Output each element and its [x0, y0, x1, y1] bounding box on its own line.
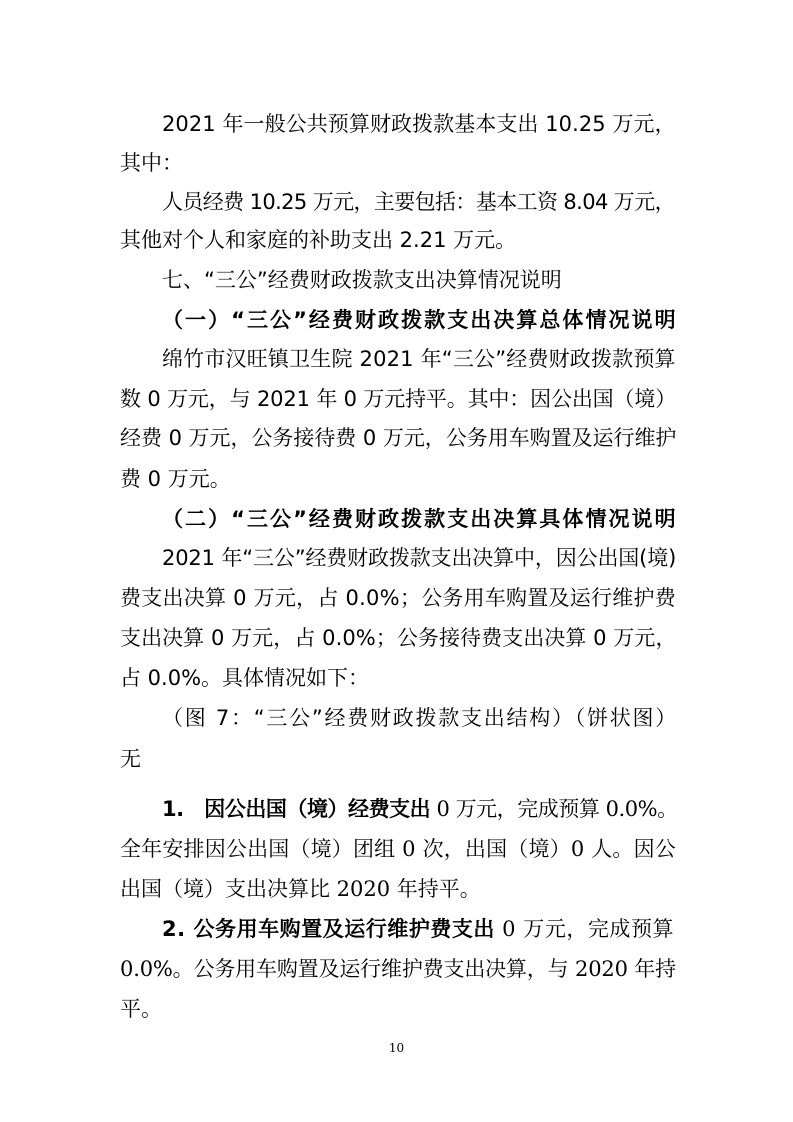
line-15: 占 0.0%。具体情况如下：: [120, 666, 370, 690]
item-2-bold: 2. 公务用车购置及运行维护费支出: [162, 917, 495, 941]
line-4: 其他对个人和家庭的补助支出 2.21 万元。: [120, 228, 517, 252]
item-1-text: 0 万元，完成预算 0.0%。: [430, 797, 678, 821]
line-22: 0.0%。公务用车购置及运行维护费支出决算，与 2020 年持: [120, 957, 676, 981]
item-1-bold: 1. 因公出国（境）经费支出: [162, 797, 431, 821]
page-number: 10: [388, 1041, 405, 1055]
subheading-1: （一）“三公”经费财政拨款支出决算总体情况说明: [162, 308, 678, 332]
line-9: 经费 0 万元，公务接待费 0 万元，公务用车购置及运行维护: [120, 426, 677, 450]
line-3: 人员经费 10.25 万元，主要包括：基本工资 8.04 万元，: [162, 190, 675, 214]
line-12: 2021 年“三公”经费财政拨款支出决算中，因公出国(境): [162, 546, 677, 570]
line-20: 出国（境）支出决算比 2020 年持平。: [120, 877, 481, 901]
item-2-heading: [162, 914, 674, 944]
line-10: 费 0 万元。: [120, 467, 231, 491]
line-8: 数 0 万元，与 2021 年 0 万元持平。其中：因公出国（境）: [120, 387, 677, 411]
figure-caption: （图 7：“三公”经费财政拨款支出结构）（饼状图）: [162, 706, 679, 730]
section-heading-7: 七、“三公”经费财政拨款支出决算情况说明: [162, 268, 562, 292]
item-2-text: 0 万元，完成预算: [494, 917, 675, 941]
line-19: 全年安排因公出国（境）团组 0 次，出国（境）0 人。因公: [120, 837, 676, 861]
line-13: 费支出决算 0 万元，占 0.0%；公务用车购置及运行维护费: [120, 586, 676, 610]
line-1: 2021 年一般公共预算财政拨款基本支出 10.25 万元，: [162, 112, 676, 136]
figure-none: 无: [120, 747, 141, 771]
line-14: 支出决算 0 万元，占 0.0%；公务接待费支出决算 0 万元，: [120, 626, 677, 650]
line-2: 其中：: [120, 151, 183, 175]
line-23: 平。: [120, 997, 162, 1021]
item-1-heading: [162, 794, 678, 824]
line-7: 绵竹市汉旺镇卫生院 2021 年“三公”经费财政拨款预算: [162, 347, 676, 371]
subheading-2: （二）“三公”经费财政拨款支出决算具体情况说明: [162, 507, 678, 531]
